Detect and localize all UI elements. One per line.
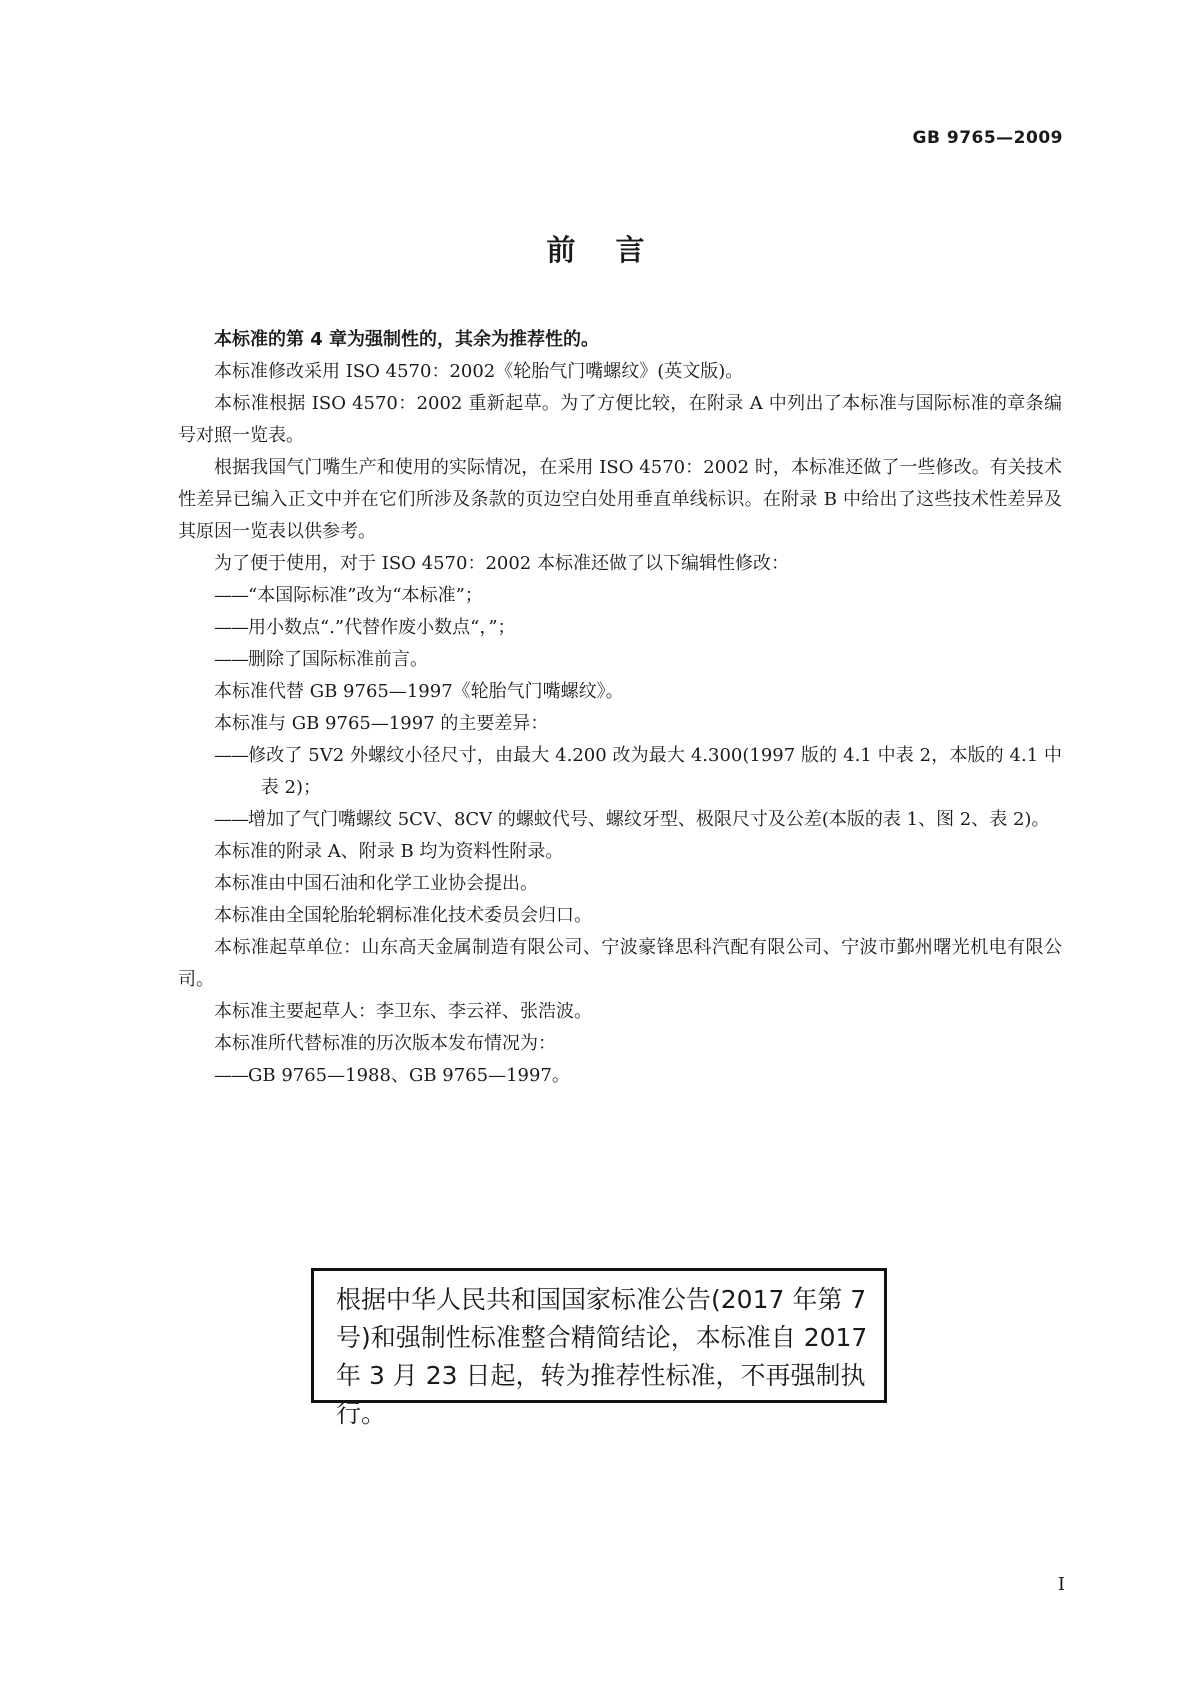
paragraph: 本标准主要起草人：李卫东、李云祥、张浩波。 [214, 1001, 592, 1022]
paragraph: 本标准与 GB 9765—1997 的主要差异： [214, 713, 549, 734]
paragraph: 本标准由中国石油和化学工业协会提出。 [214, 873, 538, 894]
list-item: —— 用小数点“.”代替作废小数点“，”； [178, 612, 1062, 644]
standard-code: GB 9765—2009 [912, 128, 1063, 148]
list-item: —— 修改了 5V2 外螺纹小径尺寸，由最大 4.200 改为最大 4.300(1997 版的 4.1 中表 2，本版的 4.1 中表 2)； [178, 740, 1062, 804]
list-item: —— “本国际标准”改为“本标准”； [178, 580, 1062, 612]
list-item: —— GB 9765—1988、GB 9765—1997。 [178, 1060, 1062, 1092]
paragraph: 本标准代替 GB 9765—1997《轮胎气门嘴螺纹》。 [214, 681, 624, 702]
page-title: 前言 [546, 233, 685, 267]
paragraph: 本标准由全国轮胎轮辋标准化技术委员会归口。 [214, 905, 592, 926]
paragraph: 根据我国气门嘴生产和使用的实际情况，在采用 ISO 4570：2002 时，本标准还做了一些修改。有关技术性差异已编入正文中并在它们所涉及条款的页边空白处用垂直单线标识。在附录 B 中给出了这些技术性差异及其原因一览表以供参考。 [178, 457, 1062, 542]
list-item: —— 增加了气门嘴螺纹 5CV、8CV 的螺蚊代号、螺纹牙型、极限尺寸及公差(本版的表 1、图 2、表 2)。 [178, 804, 1062, 836]
paragraph: 本标准所代替标准的历次版本发布情况为： [214, 1033, 556, 1054]
page-number: I [1057, 1574, 1065, 1595]
paragraph: 为了便于使用，对于 ISO 4570：2002 本标准还做了以下编辑性修改： [214, 553, 789, 574]
paragraph: 本标准修改采用 ISO 4570：2002《轮胎气门嘴螺纹》(英文版)。 [214, 361, 744, 382]
list-item: —— 删除了国际标准前言。 [178, 644, 1062, 676]
paragraph: 本标准起草单位：山东高天金属制造有限公司、宁波豪锋思科汽配有限公司、宁波市鄞州曙光机电有限公司。 [178, 937, 1062, 990]
paragraph: 本标准根据 ISO 4570：2002 重新起草。为了方便比较，在附录 A 中列出了本标准与国际标准的章条编号对照一览表。 [178, 393, 1062, 446]
foreword-body [178, 324, 1062, 1092]
notice-box: 根据中华人民共和国国家标准公告(2017 年第 7 号)和强制性标准整合精简结论，本标准自 2017 年 3 月 23 日起，转为推荐性标准，不再强制执行。 [311, 1268, 887, 1403]
paragraph: 本标准的第 4 章为强制性的，其余为推荐性的。 [214, 329, 600, 350]
paragraph: 本标准的附录 A、附录 B 均为资料性附录。 [214, 841, 564, 862]
